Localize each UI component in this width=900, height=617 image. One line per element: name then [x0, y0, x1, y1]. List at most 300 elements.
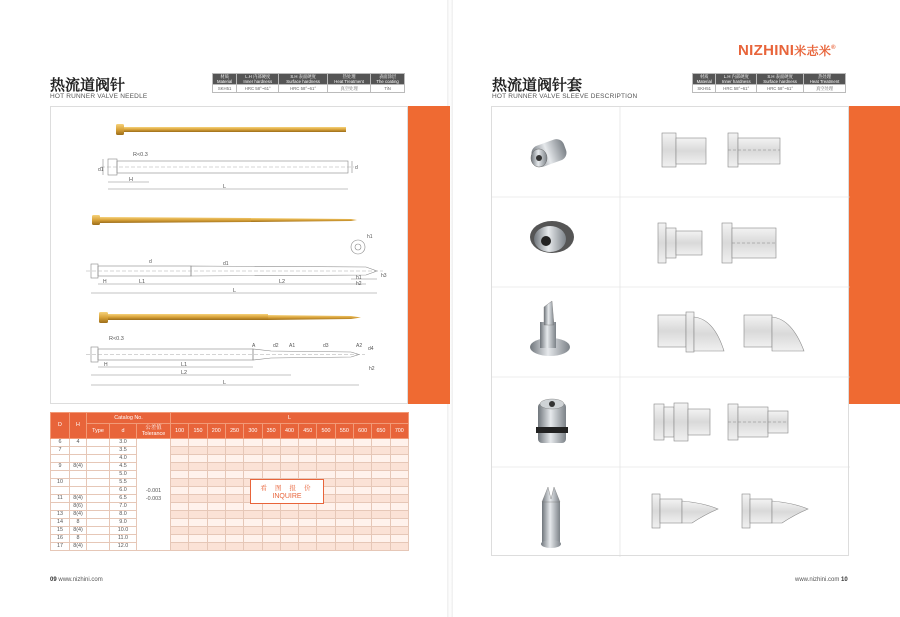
table-row	[51, 439, 409, 447]
cell-length	[372, 519, 390, 527]
spec-value: HRC 58°~61°	[279, 85, 328, 93]
cell-length	[244, 527, 262, 535]
col-header-length: 400	[280, 424, 298, 439]
cell-h	[70, 479, 87, 487]
cell-length	[354, 535, 372, 543]
cell-length	[280, 455, 298, 463]
cell-length	[189, 471, 207, 479]
col-header-length: 500	[317, 424, 335, 439]
cell-length	[280, 535, 298, 543]
cell-length	[244, 543, 262, 551]
spec-header: 热处理 Heat Treatment	[327, 74, 370, 85]
spec-header: S.H 表面硬度 Surface hardness	[757, 74, 804, 85]
col-header-length: 150	[189, 424, 207, 439]
cell-length	[225, 535, 243, 543]
table-row	[51, 527, 409, 535]
cell-h: 8(4)	[70, 463, 87, 471]
cell-length	[280, 463, 298, 471]
footer-right	[795, 577, 848, 583]
cell-length	[317, 527, 335, 535]
cell-length	[225, 479, 243, 487]
col-header-h: H	[70, 413, 87, 439]
table-row	[51, 519, 409, 527]
cell-h: 8(6)	[70, 503, 87, 511]
needle-photo-1	[116, 124, 346, 135]
cell-type	[87, 479, 110, 487]
spec-header: 材质 Material	[213, 74, 237, 85]
cell-length	[335, 439, 353, 447]
logo-latin: NIZHINI	[738, 42, 795, 59]
cell-length	[335, 487, 353, 495]
cell-type	[87, 487, 110, 495]
label-l-3: L	[223, 380, 227, 386]
cell-length	[207, 535, 225, 543]
cell-length	[171, 455, 189, 463]
label-d3: d3	[323, 343, 329, 349]
label-h1-detail: h1	[367, 234, 373, 240]
label-d2: d2	[273, 343, 279, 349]
cell-length	[189, 503, 207, 511]
cell-length	[335, 519, 353, 527]
cell-d-small: 8.0	[110, 511, 137, 519]
cell-length	[262, 519, 280, 527]
cell-d	[51, 471, 70, 479]
spec-header: L.H 内部硬度 Inner hardness	[716, 74, 757, 85]
table-row	[51, 447, 409, 455]
cell-length	[262, 535, 280, 543]
cell-length	[299, 447, 317, 455]
footer-url-right[interactable]: www.nizhini.com	[795, 577, 840, 583]
cell-length	[171, 471, 189, 479]
cell-length	[390, 535, 408, 543]
spec-value: 真空处理	[327, 85, 370, 93]
sleeve-drawing-3	[658, 312, 804, 352]
cell-d: 17	[51, 543, 70, 551]
spec-value: 真空处理	[804, 85, 846, 93]
cell-type	[87, 495, 110, 503]
cell-length	[354, 519, 372, 527]
cell-length	[280, 543, 298, 551]
cell-d: 14	[51, 519, 70, 527]
cell-length	[354, 471, 372, 479]
cell-length	[189, 463, 207, 471]
cell-d-small: 11.0	[110, 535, 137, 543]
cell-length	[354, 439, 372, 447]
logo-cn: 米志米	[794, 44, 832, 58]
cell-d: 13	[51, 511, 70, 519]
cell-length	[225, 495, 243, 503]
cell-d-small: 6.0	[110, 487, 137, 495]
needle-drawings	[51, 107, 409, 405]
spec-value: SKH51	[693, 85, 716, 93]
cell-length	[372, 487, 390, 495]
inquire-label-en: INQUIRE	[272, 493, 302, 500]
cell-d: 15	[51, 527, 70, 535]
cell-length	[372, 535, 390, 543]
needle-photo-2	[92, 215, 357, 225]
cell-length	[225, 455, 243, 463]
table-row	[51, 487, 409, 495]
cell-length	[390, 463, 408, 471]
cell-type	[87, 503, 110, 511]
cell-length	[317, 543, 335, 551]
cell-length	[171, 527, 189, 535]
table-row	[51, 455, 409, 463]
cell-length	[390, 543, 408, 551]
cell-length	[390, 519, 408, 527]
cell-length	[171, 495, 189, 503]
cell-length	[280, 519, 298, 527]
catalog-table	[50, 412, 409, 551]
cell-length	[262, 511, 280, 519]
table-row	[51, 463, 409, 471]
spec-table	[212, 73, 405, 93]
cell-length	[171, 511, 189, 519]
cell-type	[87, 519, 110, 527]
cell-length	[390, 503, 408, 511]
cell-length	[299, 519, 317, 527]
cell-length	[244, 519, 262, 527]
cell-length	[171, 543, 189, 551]
cell-d-small: 5.5	[110, 479, 137, 487]
cell-length	[189, 527, 207, 535]
sleeve-drawing-2	[658, 223, 776, 263]
spec-header: L.H 内部硬度 Inner hardness	[237, 74, 279, 85]
cell-length	[280, 447, 298, 455]
table-row	[51, 479, 409, 487]
label-l2: L2	[279, 279, 286, 285]
col-header-length: 300	[244, 424, 262, 439]
drawing-panel	[50, 106, 408, 404]
cell-length	[244, 535, 262, 543]
cell-length	[335, 503, 353, 511]
cell-h: 4	[70, 439, 87, 447]
label-h1: h1	[356, 275, 362, 281]
cell-d: 6	[51, 439, 70, 447]
cell-tolerance: -0.001 -0.003	[137, 439, 171, 551]
spec-value: SKH51	[213, 85, 237, 93]
label-l1-3: L1	[181, 362, 188, 368]
cell-length	[299, 543, 317, 551]
page-title: 热流道阀针	[50, 76, 126, 94]
cell-length	[207, 527, 225, 535]
label-d: d	[355, 165, 358, 171]
col-header-length: 350	[262, 424, 280, 439]
cell-length	[372, 447, 390, 455]
cell-length	[372, 511, 390, 519]
col-header-d-small: d	[110, 424, 137, 439]
cell-d	[51, 455, 70, 463]
cell-h	[70, 455, 87, 463]
cell-length	[390, 527, 408, 535]
cell-d-small: 3.5	[110, 447, 137, 455]
sleeve-photo-1	[529, 137, 568, 169]
cell-length	[372, 527, 390, 535]
cell-h: 8(4)	[70, 527, 87, 535]
inquire-box[interactable]	[250, 479, 324, 504]
cell-length	[207, 439, 225, 447]
label-l1: L1	[139, 279, 146, 285]
cell-length	[225, 503, 243, 511]
cell-length	[299, 535, 317, 543]
cell-length	[280, 439, 298, 447]
label-h: H	[129, 177, 133, 183]
cell-length	[317, 535, 335, 543]
col-header-length: 200	[207, 424, 225, 439]
cell-length	[207, 519, 225, 527]
cell-length	[335, 447, 353, 455]
cell-h	[70, 487, 87, 495]
cell-length	[317, 447, 335, 455]
cell-length	[189, 535, 207, 543]
cell-d-small: 12.0	[110, 543, 137, 551]
col-header-d: D	[51, 413, 70, 439]
cell-length	[317, 511, 335, 519]
footer-left	[50, 577, 103, 583]
cell-length	[207, 455, 225, 463]
cell-length	[207, 463, 225, 471]
cell-length	[225, 439, 243, 447]
sleeve-photo-2	[530, 221, 574, 253]
cell-length	[189, 511, 207, 519]
cell-length	[335, 527, 353, 535]
cell-type	[87, 439, 110, 447]
inquire-label-cn: 看 图 报 价	[260, 484, 314, 492]
col-header-length: 550	[335, 424, 353, 439]
page-number: 09	[50, 577, 57, 583]
cell-length	[262, 527, 280, 535]
label-r-radius: R<0.3	[133, 152, 148, 158]
cell-length	[299, 511, 317, 519]
page-number-right: 10	[841, 577, 848, 583]
label-h-2: H	[103, 279, 107, 285]
col-header-length: 100	[171, 424, 189, 439]
cell-d-small: 10.0	[110, 527, 137, 535]
cell-length	[207, 511, 225, 519]
cell-h: 8	[70, 519, 87, 527]
cell-length	[244, 463, 262, 471]
cell-length	[171, 447, 189, 455]
cell-length	[299, 471, 317, 479]
cell-type	[87, 471, 110, 479]
spec-value: HRC 58°~61°	[716, 85, 757, 93]
cell-length	[262, 439, 280, 447]
cell-length	[372, 479, 390, 487]
cell-length	[207, 447, 225, 455]
cell-length	[171, 519, 189, 527]
cell-length	[354, 527, 372, 535]
spec-header: 表面涂层 The coating	[371, 74, 405, 85]
cell-length	[225, 543, 243, 551]
cell-length	[262, 543, 280, 551]
cell-length	[262, 447, 280, 455]
cell-length	[390, 479, 408, 487]
cell-length	[354, 503, 372, 511]
cell-length	[354, 463, 372, 471]
table-row	[51, 503, 409, 511]
needle-photo-3	[99, 312, 361, 323]
cell-length	[244, 447, 262, 455]
cell-d-small: 7.0	[110, 503, 137, 511]
cell-length	[189, 479, 207, 487]
cell-length	[171, 439, 189, 447]
sleeve-drawing-4	[654, 403, 788, 441]
cell-type	[87, 455, 110, 463]
sleeve-photo-5	[541, 487, 561, 548]
logo-mark: ®	[831, 45, 836, 51]
cell-length	[207, 495, 225, 503]
cell-length	[390, 495, 408, 503]
label-r-radius-3: R<0.3	[109, 336, 124, 342]
label-d-2: d	[149, 259, 152, 265]
label-l-2: L	[233, 288, 237, 294]
cell-h: 8(4)	[70, 543, 87, 551]
spec-header: 材质 Material	[693, 74, 716, 85]
cell-d-small: 6.5	[110, 495, 137, 503]
cell-length	[244, 439, 262, 447]
table-row	[51, 471, 409, 479]
footer-url[interactable]: www.nizhini.com	[58, 577, 103, 583]
cell-length	[207, 503, 225, 511]
cell-length	[354, 455, 372, 463]
cell-type	[87, 447, 110, 455]
cell-length	[207, 471, 225, 479]
col-header-length: 600	[354, 424, 372, 439]
cell-length	[225, 463, 243, 471]
cell-length	[189, 543, 207, 551]
cell-type	[87, 511, 110, 519]
page-subtitle: HOT RUNNER VALVE NEEDLE	[50, 93, 148, 100]
cell-length	[299, 527, 317, 535]
cell-length	[225, 519, 243, 527]
cell-length	[335, 535, 353, 543]
cell-length	[299, 455, 317, 463]
label-h-3: H	[104, 362, 108, 368]
cell-length	[207, 479, 225, 487]
cell-length	[335, 479, 353, 487]
cell-length	[225, 471, 243, 479]
cell-length	[244, 511, 262, 519]
sleeve-drawing-1	[662, 133, 780, 167]
needle-drawing-1	[101, 159, 354, 189]
cell-length	[317, 439, 335, 447]
table-row	[51, 495, 409, 503]
cell-h	[70, 471, 87, 479]
label-a1: A1	[289, 343, 296, 349]
cell-length	[280, 511, 298, 519]
orange-accent-bar	[408, 106, 450, 404]
cell-d: 9	[51, 463, 70, 471]
cell-length	[354, 487, 372, 495]
spec-value: HRC 58°~61°	[757, 85, 804, 93]
cell-length	[280, 527, 298, 535]
col-header-length: 650	[372, 424, 390, 439]
col-header-length: 250	[225, 424, 243, 439]
cell-length	[335, 495, 353, 503]
cell-d: 10	[51, 479, 70, 487]
spec-value: HRC 58°~61°	[237, 85, 279, 93]
cell-length	[335, 455, 353, 463]
col-header-length: 700	[390, 424, 408, 439]
cell-length	[390, 511, 408, 519]
cell-length	[372, 503, 390, 511]
spec-table-right	[692, 73, 846, 93]
cell-length	[317, 471, 335, 479]
cell-length	[171, 503, 189, 511]
label-a2: A2	[356, 343, 363, 349]
cell-length	[189, 455, 207, 463]
cell-d: 7	[51, 447, 70, 455]
cell-length	[317, 455, 335, 463]
cell-length	[390, 455, 408, 463]
cell-length	[335, 511, 353, 519]
cell-length	[372, 439, 390, 447]
cell-length	[244, 471, 262, 479]
cell-length	[372, 495, 390, 503]
page-subtitle-right: HOT RUNNER VALVE SLEEVE DESCRIPTION	[492, 93, 638, 100]
cell-h	[70, 447, 87, 455]
label-h3: h3	[381, 273, 387, 279]
spec-value: TiN	[371, 85, 405, 93]
cell-length	[335, 463, 353, 471]
cell-length	[189, 519, 207, 527]
cell-length	[317, 463, 335, 471]
page-title-right: 热流道阀针套	[492, 76, 583, 94]
orange-accent-bar-right	[849, 106, 900, 404]
cell-type	[87, 463, 110, 471]
label-d1: d1	[98, 167, 104, 173]
cell-length	[171, 487, 189, 495]
cell-length	[354, 447, 372, 455]
cell-length	[189, 487, 207, 495]
sleeve-drawings	[492, 107, 850, 557]
cell-d: 16	[51, 535, 70, 543]
cell-length	[335, 471, 353, 479]
col-header-l: L	[171, 413, 409, 424]
cell-d-small: 4.5	[110, 463, 137, 471]
cell-h: 8	[70, 535, 87, 543]
cell-length	[372, 543, 390, 551]
sleeve-panel	[491, 106, 849, 556]
cell-length	[207, 543, 225, 551]
cell-length	[299, 439, 317, 447]
cell-length	[189, 447, 207, 455]
cell-length	[189, 495, 207, 503]
cell-length	[225, 487, 243, 495]
table-row	[51, 511, 409, 519]
cell-length	[262, 471, 280, 479]
cell-length	[390, 447, 408, 455]
needle-drawing-2	[86, 240, 383, 293]
cell-length	[299, 463, 317, 471]
cell-length	[225, 447, 243, 455]
cell-h: 8(4)	[70, 511, 87, 519]
cell-length	[390, 471, 408, 479]
cell-d: 11	[51, 495, 70, 503]
cell-d-small: 4.0	[110, 455, 137, 463]
cell-d	[51, 487, 70, 495]
col-header-tolerance: 公差值 Tolerance	[137, 424, 171, 439]
cell-length	[354, 479, 372, 487]
cell-d-small: 5.0	[110, 471, 137, 479]
cell-length	[390, 439, 408, 447]
label-h2: h2	[356, 281, 362, 287]
table-row	[51, 543, 409, 551]
cell-d-small: 9.0	[110, 519, 137, 527]
cell-length	[189, 439, 207, 447]
spec-header: S.H 表面硬度 Surface hardness	[279, 74, 328, 85]
cell-length	[390, 487, 408, 495]
